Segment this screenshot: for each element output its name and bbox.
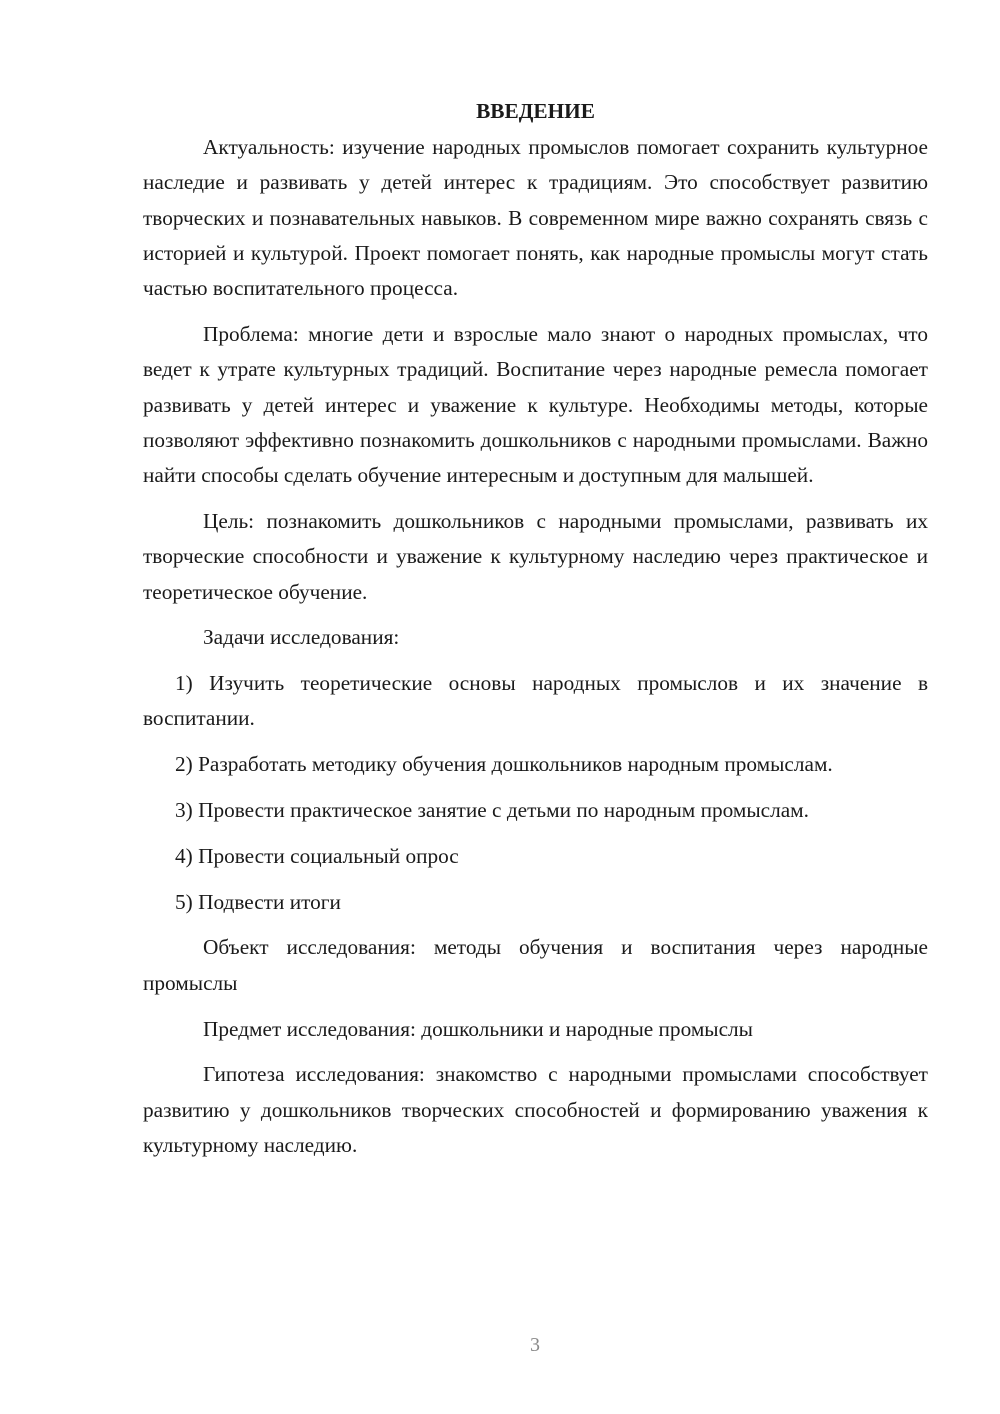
task-item-5: 5) Подвести итоги — [175, 889, 341, 914]
paragraph-object: Объект исследования: методы обучения и воспитания через народные промыслы — [143, 935, 928, 995]
task-item-3: 3) Провести практическое занятие с детьми по народным промыслам. — [175, 798, 809, 823]
task-item-4: 4) Провести социальный опрос — [175, 843, 459, 868]
paragraph-relevance: Актуальность: изучение народных промыслов помогает сохранить культурное наследие и развивать у детей интерес к традициям. Это способствует развитию творческих и познавательных навыков. В современном мире важно сохранять связь с историей и культурой. Проект помогает понять, как народные промыслы могут стать частью воспитательного процесса. — [143, 135, 928, 301]
task-item-2: 2) Разработать методику обучения дошкольников народным промыслам. — [175, 752, 833, 777]
page-content — [143, 96, 928, 1174]
paragraph-tasks-heading: Задачи исследования: — [203, 625, 400, 650]
task-item-1: 1) Изучить теоретические основы народных промыслов и их значение в воспитании. — [143, 671, 928, 731]
paragraph-problem: Проблема: многие дети и взрослые мало знают о народных промыслах, что ведет к утрате культурных традиций. Воспитание через народные ремесла помогает развивать у детей интерес и уважение к культуре. Необходимы методы, которые позволяют эффективно познакомить дошкольников с народными промыслами. Важно найти способы сделать обучение интересным и доступным для малышей. — [143, 321, 928, 488]
section-title: ВВЕДЕНИЕ — [476, 99, 595, 123]
paragraph-goal: Цель: познакомить дошкольников с народными промыслами, развивать их творческие способности и уважение к культурному наследию через практическое и теоретическое обучение. — [143, 508, 928, 604]
page-number: 3 — [530, 1334, 540, 1356]
paragraph-subject: Предмет исследования: дошкольники и народные промыслы — [203, 1016, 753, 1041]
paragraph-hypothesis: Гипотеза исследования: знакомство с народными промыслами способствует развитию у дошкольников творческих способностей и формированию уважения к культурному наследию. — [143, 1062, 928, 1157]
